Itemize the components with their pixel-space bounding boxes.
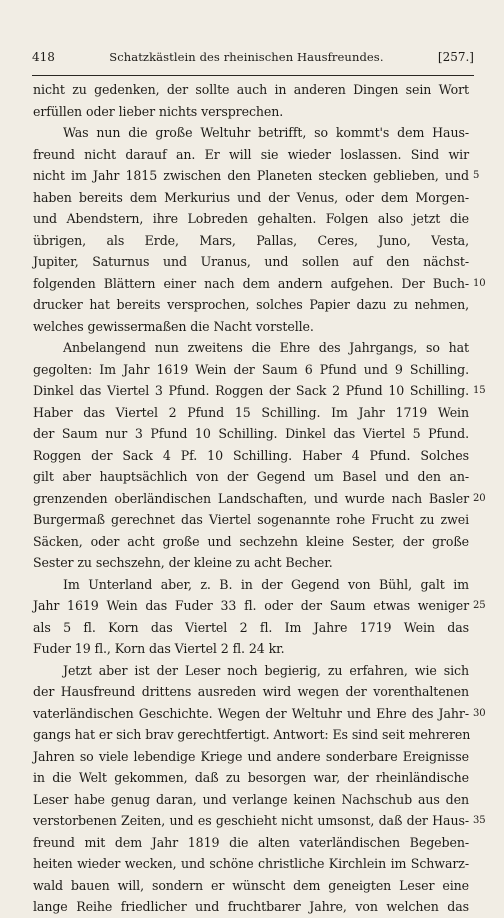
text-line	[33, 531, 469, 553]
line-text: gilt aber hauptsächlich von der Gegend um Basel und den an-	[33, 469, 469, 484]
line-number: 15	[473, 385, 486, 396]
header-rule	[32, 75, 474, 76]
text-line	[33, 488, 486, 510]
page-header	[32, 50, 474, 64]
line-text: vaterländischen Geschichte. Wegen der Weltuhr und Ehre des Jahr-	[33, 705, 469, 721]
line-text: freund mit dem Jahr 1819 die alten vaterländischen Begeben-	[33, 834, 469, 850]
line-text: wald bauen will, sondern er wünscht dem geneigten Leser eine	[33, 877, 469, 893]
line-text: haben bereits dem Merkurius und der Venus, oder dem Morgen-	[33, 189, 469, 205]
text-line	[33, 875, 469, 897]
body-text	[33, 79, 486, 918]
line-text: gangs hat er sich brav gerechtfertigt. Antwort: Es sind seit mehreren	[33, 727, 471, 742]
line-text: übrigen, als Erde, Mars, Pallas, Ceres, Juno, Vesta,	[33, 232, 469, 248]
line-text: grenzenden oberländischen Landschaften, und wurde nach Basler	[33, 490, 469, 506]
text-line	[33, 359, 469, 381]
text-line	[33, 767, 469, 789]
line-text: erfüllen oder lieber nichts versprechen.	[33, 103, 284, 119]
line-number: 20	[473, 492, 486, 504]
section-number: [257.]	[437, 50, 474, 64]
line-number: 5	[473, 170, 480, 181]
line-text: und Abendstern, ihre Lobreden gehalten. Folgen also jetzt die	[33, 211, 469, 226]
line-text: drucker hat bereits versprochen, solches Papier dazu zu nehmen,	[33, 297, 469, 312]
text-line	[33, 337, 469, 359]
text-line	[33, 380, 486, 402]
text-line	[33, 466, 469, 488]
line-text: der Hausfreund drittens ausreden wird wegen der vorenthaltenen	[33, 684, 469, 699]
line-text: Was nun die große Weltuhr betrifft, so kommt's dem Haus-	[63, 125, 469, 140]
text-line	[33, 101, 469, 123]
text-line	[33, 789, 469, 811]
line-text: gegolten: Im Jahr 1619 Wein der Saum 6 Pfund und 9 Schilling.	[33, 361, 469, 377]
text-line	[33, 316, 469, 338]
line-text: als 5 fl. Korn das Viertel 2 fl. Im Jahre 1719 Wein das	[33, 619, 469, 635]
page-number: 418	[32, 50, 55, 64]
line-text: nicht im Jahr 1815 zwischen den Planeten stecken geblieben, und	[33, 168, 469, 183]
text-line	[33, 273, 486, 295]
line-text: Haber das Viertel 2 Pfund 15 Schilling. Im Jahr 1719 Wein	[33, 404, 469, 420]
running-title: Schatzkästlein des rheinischen Hausfreundes.	[109, 50, 384, 64]
text-line	[33, 746, 469, 768]
text-line	[33, 294, 469, 316]
text-line	[33, 832, 469, 854]
line-text: Jetzt aber ist der Leser noch begierig, zu erfahren, wie sich	[63, 662, 469, 678]
line-number: 25	[473, 600, 486, 611]
line-number: 10	[473, 277, 486, 289]
line-number: 30	[473, 707, 486, 719]
line-text: folgenden Blättern einer nach dem andern aufgehen. Der Buch-	[33, 275, 469, 291]
text-line	[33, 122, 469, 144]
line-text: Sester zu sechszehn, der kleine zu acht Becher.	[33, 555, 333, 570]
text-line	[33, 896, 469, 918]
line-text: der Saum nur 3 Pfund 10 Schilling. Dinkel das Viertel 5 Pfund.	[33, 426, 469, 441]
text-line	[33, 402, 469, 424]
text-line	[33, 638, 469, 660]
line-text: in die Welt gekommen, daß zu besorgen war, der rheinländische	[33, 770, 469, 785]
line-text: freund nicht darauf an. Er will sie wieder loslassen. Sind wir	[33, 146, 469, 162]
text-line	[33, 574, 469, 596]
line-text: welches gewissermaßen die Nacht vorstelle.	[33, 318, 314, 334]
line-text: heiten wieder wecken, und schöne christliche Kirchlein im Schwarz-	[33, 856, 469, 871]
text-line	[33, 681, 469, 703]
text-line	[33, 810, 486, 832]
text-line	[33, 660, 469, 682]
text-line	[33, 595, 486, 617]
line-text: Burgermaß gerechnet das Viertel sogenannte rohe Frucht zu zwei	[33, 512, 469, 527]
text-line	[33, 165, 480, 187]
text-line	[33, 552, 469, 574]
text-line	[33, 724, 469, 746]
line-text: Jupiter, Saturnus und Uranus, und sollen auf den nächst-	[33, 254, 469, 269]
line-number: 35	[473, 815, 486, 826]
text-line	[33, 853, 469, 875]
text-line	[33, 144, 469, 166]
line-text: Jahren so viele lebendige Kriege und andere sonderbare Ereignisse	[33, 748, 469, 764]
line-text: verstorbenen Zeiten, und es geschieht nicht umsonst, daß der Haus-	[33, 813, 469, 828]
text-line	[33, 703, 486, 725]
line-text: lange Reihe friedlicher und fruchtbarer Jahre, von welchen das	[33, 899, 469, 914]
text-line	[33, 230, 469, 252]
line-text: Leser habe genug daran, und verlange keinen Nachschub aus den	[33, 791, 469, 807]
line-text: Im Unterland aber, z. B. in der Gegend von Bühl, galt im	[63, 576, 469, 592]
text-line	[33, 187, 469, 209]
text-line	[33, 251, 469, 273]
text-line	[33, 79, 469, 101]
text-line	[33, 208, 469, 230]
line-text: Anbelangend nun zweitens die Ehre des Jahrgangs, so hat	[63, 340, 469, 355]
line-text: Fuder 19 fl., Korn das Viertel 2 fl. 24 kr.	[33, 641, 285, 656]
text-line	[33, 509, 469, 531]
line-text: Jahr 1619 Wein das Fuder 33 fl. oder der Saum etwas weniger	[33, 598, 469, 613]
line-text: Säcken, oder acht große und sechzehn kleine Sester, der große	[33, 533, 469, 549]
line-text: Dinkel das Viertel 3 Pfund. Roggen der Sack 2 Pfund 10 Schilling.	[33, 383, 469, 398]
line-text: Roggen der Sack 4 Pf. 10 Schilling. Haber 4 Pfund. Solches	[33, 447, 469, 463]
line-text: nicht zu gedenken, der sollte auch in anderen Dingen sein Wort	[33, 82, 469, 97]
text-line	[33, 617, 469, 639]
text-line	[33, 423, 469, 445]
text-line	[33, 445, 469, 467]
